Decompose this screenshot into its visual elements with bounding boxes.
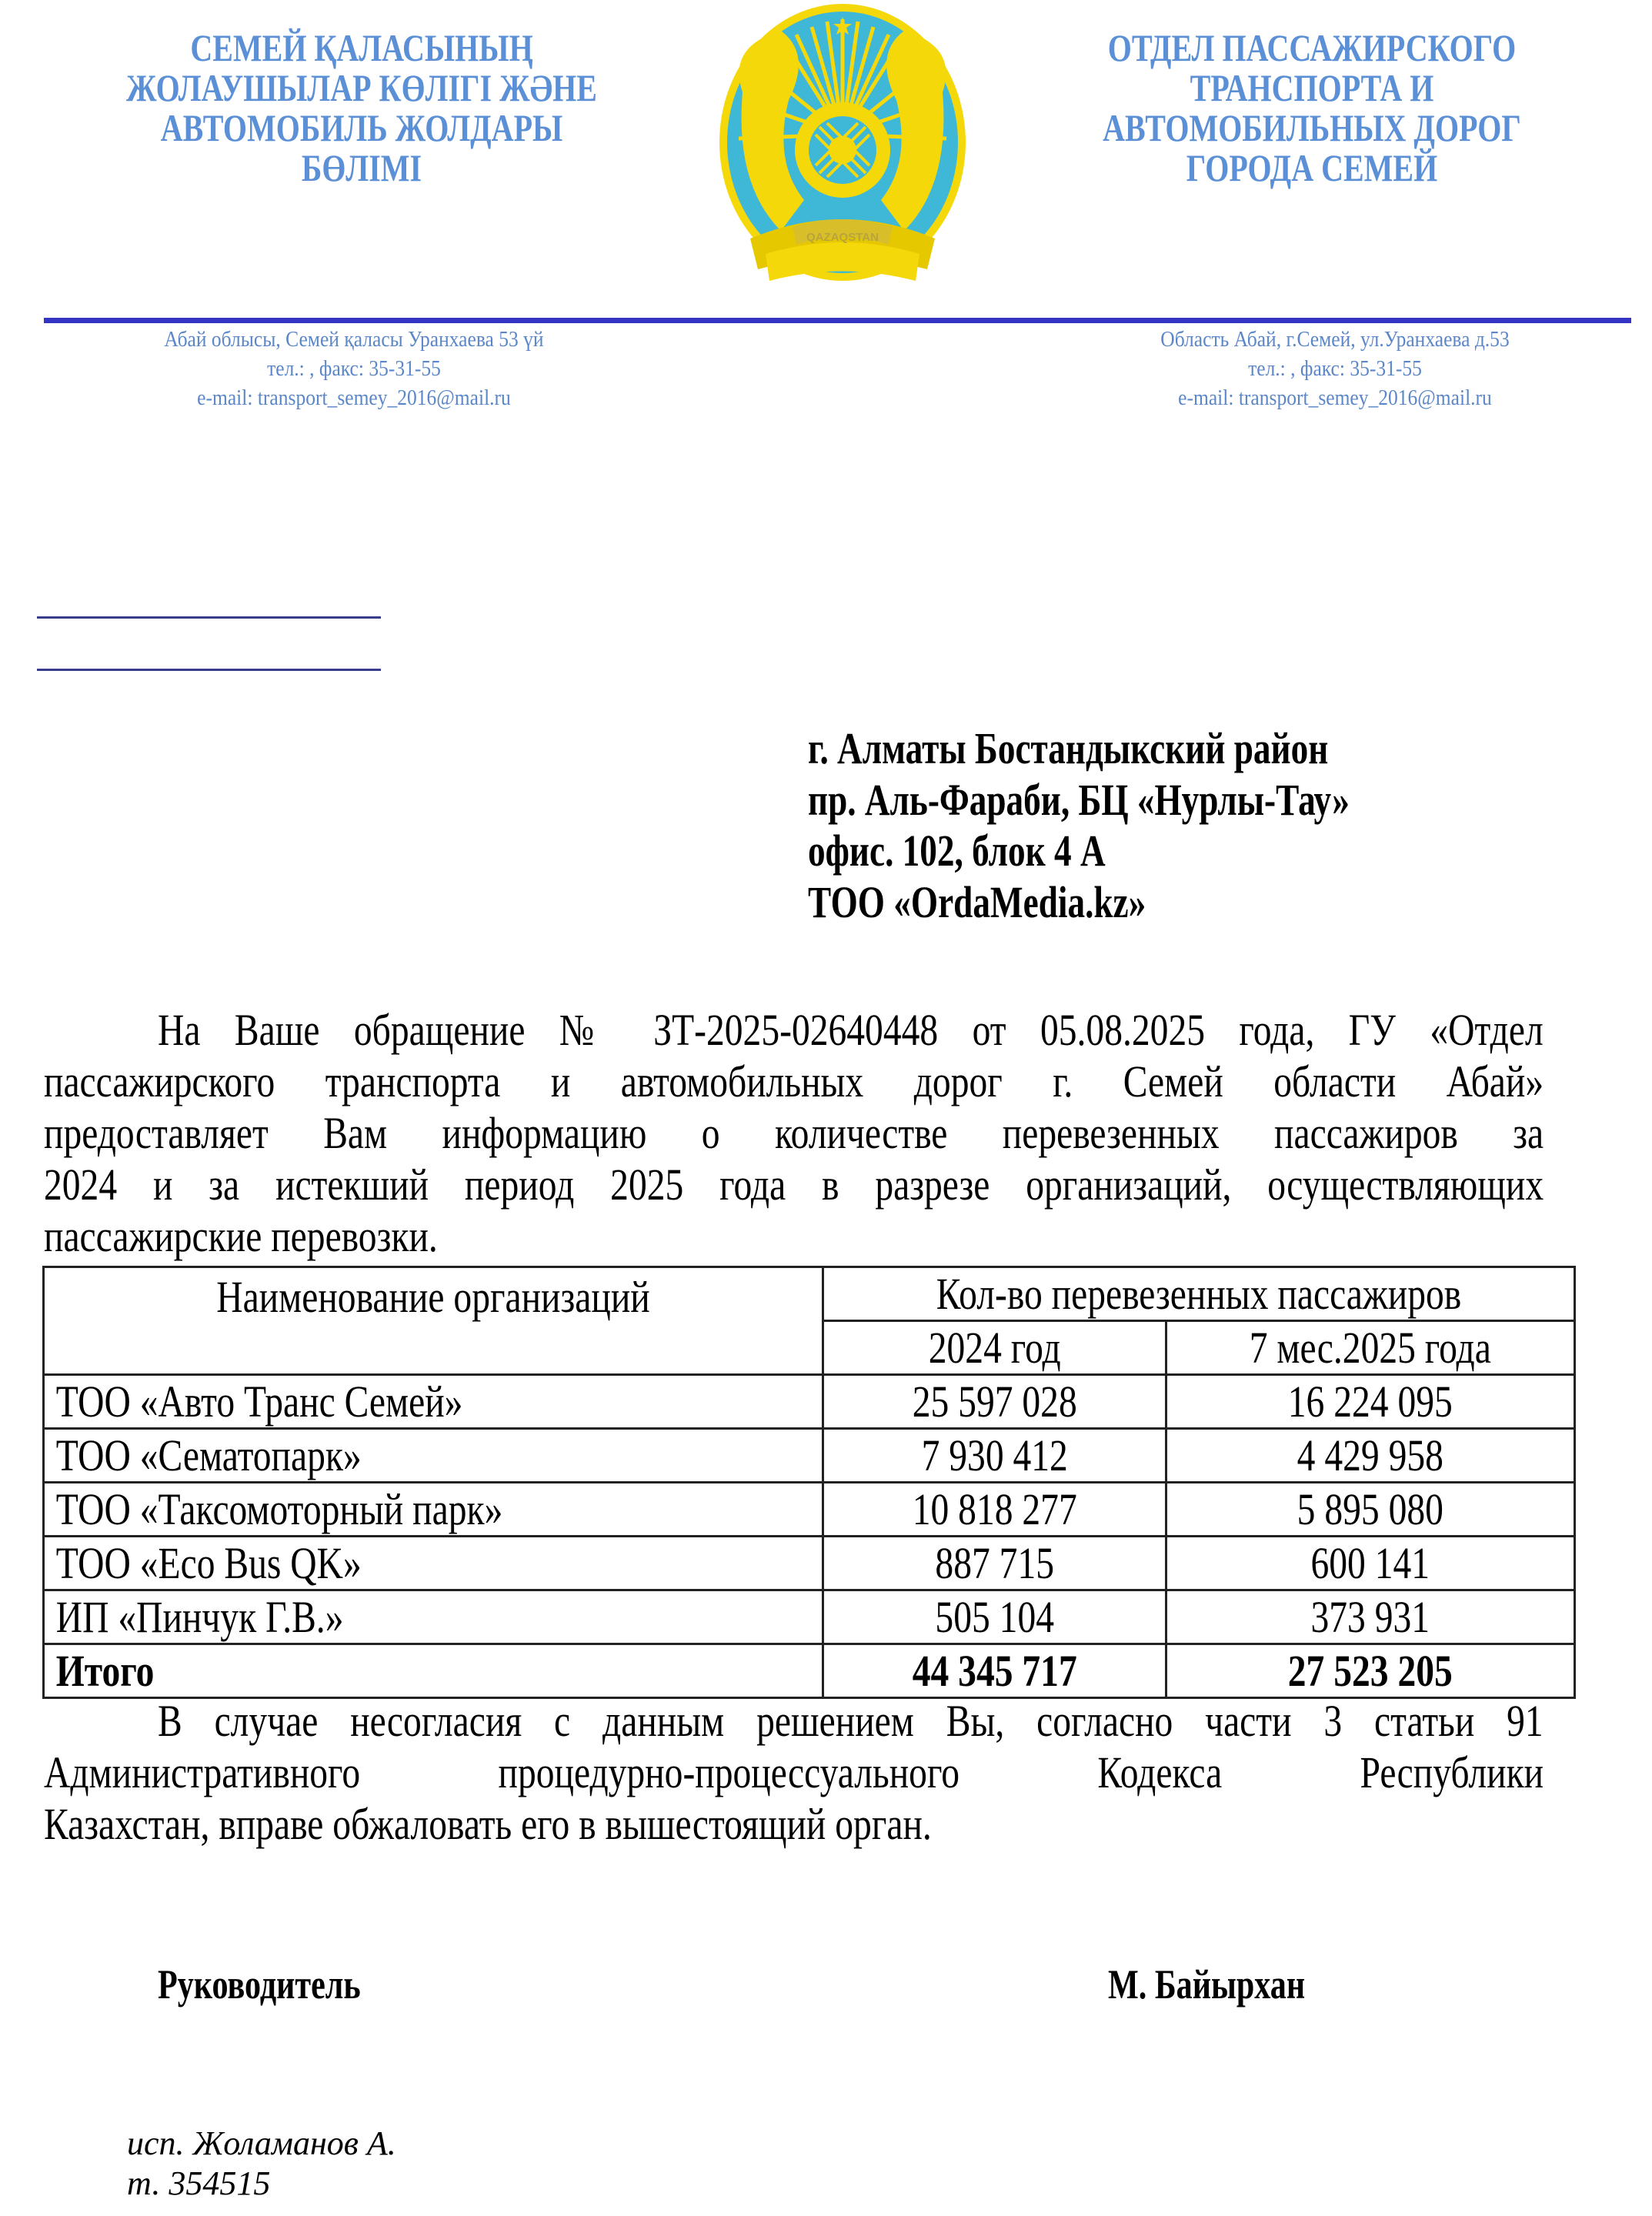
addressee-block xyxy=(808,723,1502,928)
org-name: ИП «Пинчук Г.В.» xyxy=(55,1592,344,1642)
letterhead-left-line: ЖОЛАУШЫЛАР КӨЛІГІ ЖӘНЕ xyxy=(126,66,597,109)
body-intro-paragraph xyxy=(44,1004,1652,1262)
contacts-left xyxy=(31,325,677,412)
value-2025: 600 141 xyxy=(1310,1538,1430,1588)
body-line: На Ваше обращение № ЗТ-2025-02640448 от 05.08.2025 года, ГУ «Отдел xyxy=(158,1005,1544,1055)
value-2025: 5 895 080 xyxy=(1297,1484,1444,1534)
value-2025: 373 931 xyxy=(1310,1592,1430,1642)
emblem-text: QAZAQSTAN xyxy=(806,231,879,244)
body-appeal-paragraph xyxy=(44,1695,1652,1850)
value-2025: 4 429 958 xyxy=(1297,1430,1444,1480)
contact-email: e-mail: transport_semey_2016@mail.ru xyxy=(197,385,511,410)
header-2025 xyxy=(1166,1321,1575,1375)
passenger-table xyxy=(42,1266,1576,1699)
executor-block xyxy=(127,2124,396,2204)
body-line: пассажирского транспорта и автомобильных дорог г. Семей области Абай» xyxy=(44,1056,1544,1106)
contact-address: Абай облысы, Семей қаласы Уранхаева 53 үй xyxy=(164,327,544,352)
contact-address: Область Абай, г.Семей, ул.Уранхаева д.53 xyxy=(1160,327,1510,352)
header-organization xyxy=(44,1267,823,1375)
total-2024: 44 345 717 xyxy=(912,1646,1077,1696)
letterhead-right-title xyxy=(1004,28,1620,188)
contact-email: e-mail: transport_semey_2016@mail.ru xyxy=(1178,385,1492,410)
executor-phone: т. 354515 xyxy=(127,2164,271,2202)
addressee-line: г. Алматы Бостандыкский район xyxy=(808,723,1329,773)
header-passenger-count-text: Кол-во перевезенных пассажиров xyxy=(936,1269,1462,1319)
letterhead-left-line: БӨЛІМІ xyxy=(301,146,422,189)
body-line: предоставляет Вам информацию о количестве перевезенных пассажиров за xyxy=(44,1108,1544,1158)
body-line: пассажирские перевозки. xyxy=(44,1211,438,1261)
header-2024 xyxy=(823,1321,1166,1375)
contacts-right xyxy=(1031,325,1639,412)
letterhead-right-line: АВТОМОБИЛЬНЫХ ДОРОГ xyxy=(1103,106,1521,149)
org-name: ТОО «Сематопарк» xyxy=(55,1430,362,1480)
value-2024: 25 597 028 xyxy=(912,1377,1077,1427)
value-2024: 887 715 xyxy=(935,1538,1054,1588)
registration-date-line xyxy=(37,669,381,671)
table-row xyxy=(44,1375,1575,1429)
registration-number-line xyxy=(37,616,381,619)
total-label: Итого xyxy=(55,1646,155,1696)
state-emblem-graphic xyxy=(696,0,989,296)
letterhead-left-line: СЕМЕЙ ҚАЛАСЫНЫҢ xyxy=(190,26,533,69)
letterhead-divider xyxy=(44,318,1631,323)
contact-phone: тел.: , факс: 35-31-55 xyxy=(267,356,441,381)
table-total-row xyxy=(44,1644,1575,1698)
value-2024: 505 104 xyxy=(935,1592,1054,1642)
org-name: ТОО «Авто Транс Семей» xyxy=(55,1377,463,1427)
org-name: ТОО «Таксомоторный парк» xyxy=(55,1484,503,1534)
executor-name: исп. Жоламанов А. xyxy=(127,2124,396,2162)
table-row xyxy=(44,1429,1575,1483)
letterhead-left-line: АВТОМОБИЛЬ ЖОЛДАРЫ xyxy=(160,106,563,149)
table-header-row xyxy=(44,1267,1575,1321)
body-line: В случае несогласия с данным решением Вы, согласно части 3 статьи 91 xyxy=(158,1696,1544,1746)
letterhead-left-title xyxy=(54,28,669,188)
signature-position: Руководитель xyxy=(158,1961,361,2007)
header-2024-text: 2024 год xyxy=(928,1323,1061,1373)
state-emblem xyxy=(696,0,989,296)
table-row xyxy=(44,1537,1575,1590)
total-2025: 27 523 205 xyxy=(1288,1646,1453,1696)
header-organization-text: Наименование организаций xyxy=(216,1272,650,1322)
addressee-line: пр. Аль-Фараби, БЦ «Нурлы-Тау» xyxy=(808,774,1350,825)
header-passenger-count xyxy=(823,1267,1574,1321)
body-line: Административного процедурно-процессуального Кодекса Республики xyxy=(44,1747,1544,1797)
body-line: 2024 и за истекший период 2025 года в разрезе организаций, осуществляющих xyxy=(44,1160,1544,1210)
value-2024: 10 818 277 xyxy=(912,1484,1077,1534)
header-2025-text: 7 мес.2025 года xyxy=(1250,1323,1492,1373)
letterhead-right-line: ГОРОДА СЕМЕЙ xyxy=(1186,146,1438,189)
signature-name: М. Байырхан xyxy=(1108,1961,1306,2007)
letterhead-right-line: ОТДЕЛ ПАССАЖИРСКОГО xyxy=(1107,26,1517,69)
body-line: Казахстан, вправе обжаловать его в вышестоящий орган. xyxy=(44,1799,932,1849)
addressee-line: офис. 102, блок 4 А xyxy=(808,826,1106,876)
org-name: ТОО «Eco Bus QK» xyxy=(55,1538,362,1588)
contact-phone: тел.: , факс: 35-31-55 xyxy=(1248,356,1422,381)
table-row xyxy=(44,1483,1575,1537)
table-row xyxy=(44,1590,1575,1644)
value-2025: 16 224 095 xyxy=(1288,1377,1453,1427)
addressee-line: ТОО «OrdaMedia.kz» xyxy=(808,876,1146,927)
value-2024: 7 930 412 xyxy=(921,1430,1068,1480)
letterhead-right-line: ТРАНСПОРТА И xyxy=(1190,66,1434,109)
